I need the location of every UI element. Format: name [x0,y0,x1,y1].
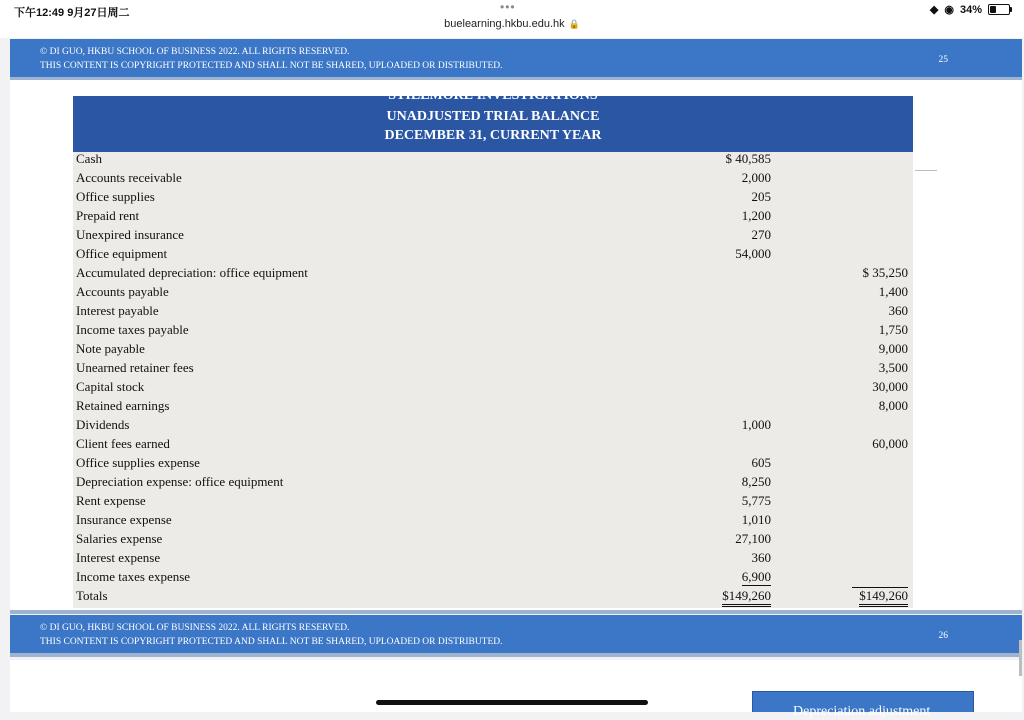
account-name: Income taxes expense [76,569,191,584]
credit-amount: 30,000 [872,379,908,394]
account-name: Retained earnings [76,398,170,413]
table-row [73,302,913,321]
statement-title: UNADJUSTED TRIAL BALANCE [386,109,600,124]
account-name: Interest payable [76,303,159,318]
divider-tick [915,170,937,171]
table-row [73,226,913,245]
table-row [73,283,913,302]
debit-amount: 605 [751,455,771,470]
focus-icon: ◉ [944,4,954,16]
account-name: Unexpired insurance [76,227,184,242]
table-row [73,568,913,587]
account-name: Cash [76,151,102,166]
table-row [73,207,913,226]
credit-amount: 60,000 [872,436,908,451]
status-time: 下午12:49 9月27日周二 [14,7,130,19]
copyright-line: © DI GUO, HKBU SCHOOL OF BUSINESS 2022. ALL RIGHTS RESERVED. [40,47,350,57]
credit-amount: 360 [888,303,908,318]
url-text: buelearning.hkbu.edu.hk [444,18,565,30]
debit-amount: 2,000 [741,170,771,185]
account-name: Accounts payable [76,284,169,299]
account-name: Client fees earned [76,436,170,451]
page-number: 25 [938,55,948,65]
address-bar[interactable] [0,18,1024,30]
account-name: Office equipment [76,246,168,261]
page-number: 26 [938,631,948,641]
debit-amount: 27,100 [735,531,771,546]
slide-divider [10,610,1022,614]
status-right-group [930,3,1010,16]
account-name: Office supplies [76,189,155,204]
trial-balance-rows [73,150,913,606]
account-name: Unearned retainer fees [76,360,194,375]
next-slide-title: Depreciation adjustment [793,704,931,719]
slide-divider [10,653,1022,657]
credit-amount: 3,500 [878,360,908,375]
debit-amount: $ 40,585 [725,151,771,166]
copyright-banner-bottom [10,615,1022,653]
debit-amount: 1,000 [741,417,771,432]
table-row [73,492,913,511]
wifi-icon: ◆ [929,4,939,16]
account-name: Rent expense [76,493,146,508]
debit-amount: 360 [751,550,771,565]
debit-amount: 270 [751,227,771,242]
debit-amount: 6,900 [741,569,771,584]
table-row [73,416,913,435]
table-row [73,511,913,530]
table-row [73,378,913,397]
account-name: Totals [76,588,108,603]
credit-amount: 9,000 [878,341,908,356]
table-row [73,340,913,359]
table-row [73,264,913,283]
account-name: Depreciation expense: office equipment [76,474,284,489]
next-slide-title-box [752,691,974,719]
table-row [73,169,913,188]
trial-balance-header [73,88,913,152]
scrollbar[interactable] [1019,640,1022,676]
statement-date: DECEMBER 31, CURRENT YEAR [384,128,602,143]
table-row [73,530,913,549]
home-indicator[interactable] [376,700,648,705]
account-name: Dividends [76,417,130,432]
credit-amount: 1,400 [878,284,908,299]
table-row [73,359,913,378]
table-row [73,321,913,340]
account-name: Accounts receivable [76,170,182,185]
table-row [73,587,913,606]
debit-amount: 5,775 [741,493,771,508]
battery-icon [988,4,1010,15]
battery-percent: 34% [959,3,982,16]
table-row [73,150,913,169]
account-name: Note payable [76,341,145,356]
account-name: Interest expense [76,550,161,565]
battery-fill [990,6,996,13]
credit-amount: 1,750 [878,322,908,337]
copyright-banner-top [10,39,1022,77]
account-name: Capital stock [76,379,145,394]
copyright-line: © DI GUO, HKBU SCHOOL OF BUSINESS 2022. ALL RIGHTS RESERVED. [40,623,350,633]
debit-amount: 1,200 [741,208,771,223]
company-name: STILLMORE INVESTIGATIONS [388,88,598,103]
debit-amount: $149,260 [722,588,771,607]
debit-amount: 8,250 [741,474,771,489]
debit-amount: 1,010 [741,512,771,527]
browser-menu-dots[interactable]: ••• [500,0,516,14]
account-name: Income taxes payable [76,322,189,337]
lock-icon: 🔒 [568,19,580,29]
debit-amount: 54,000 [735,246,771,261]
credit-subtotal-rule [852,587,908,588]
account-name: Accumulated depreciation: office equipment [76,265,308,280]
table-row [73,549,913,568]
account-name: Office supplies expense [76,455,200,470]
table-row [73,473,913,492]
account-name: Salaries expense [76,531,163,546]
status-bar [0,0,1024,38]
account-name: Prepaid rent [76,208,140,223]
credit-amount: 8,000 [878,398,908,413]
table-row [73,454,913,473]
credit-amount: $149,260 [859,588,908,607]
table-row [73,397,913,416]
table-row [73,245,913,264]
credit-amount: $ 35,250 [862,265,908,280]
debit-amount: 205 [751,189,771,204]
table-row [73,188,913,207]
copyright-notice: THIS CONTENT IS COPYRIGHT PROTECTED AND SHALL NOT BE SHARED, UPLOADED OR DISTRIBUTED. [40,61,503,71]
table-row [73,435,913,454]
copyright-notice: THIS CONTENT IS COPYRIGHT PROTECTED AND SHALL NOT BE SHARED, UPLOADED OR DISTRIBUTED. [40,637,503,647]
account-name: Insurance expense [76,512,172,527]
